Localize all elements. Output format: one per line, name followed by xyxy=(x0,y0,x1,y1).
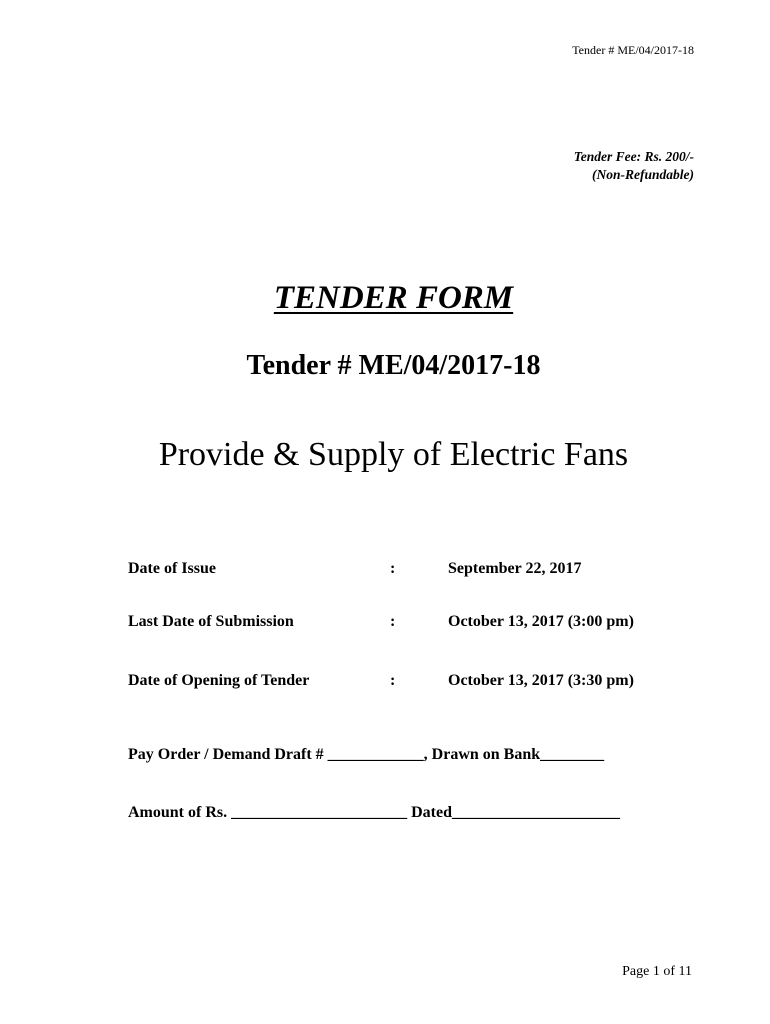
page-number: Page 1 of 11 xyxy=(622,964,692,979)
pay-order-field: Pay Order / Demand Draft # ____________, Drawn on Bank________ xyxy=(128,746,605,763)
opening-date-label: Date of Opening of Tender xyxy=(128,672,310,689)
separator: : xyxy=(390,613,396,630)
tender-fee-amount: Tender Fee: Rs. 200/- xyxy=(573,149,694,164)
tender-subject: Provide & Supply of Electric Fans xyxy=(158,436,629,473)
amount-field: Amount of Rs. ______________________ Dated_____________________ xyxy=(128,804,620,821)
tender-number: Tender # ME/04/2017-18 xyxy=(246,350,541,381)
last-submission-date-row xyxy=(128,613,688,635)
date-of-issue-row xyxy=(128,560,688,582)
last-submission-date-label: Last Date of Submission xyxy=(128,613,294,630)
tender-fee-block xyxy=(574,148,694,184)
header-tender-reference: Tender # ME/04/2017-18 xyxy=(572,43,694,57)
opening-date-row xyxy=(128,672,688,694)
last-submission-date-value: October 13, 2017 (3:00 pm) xyxy=(448,613,634,630)
tender-fee-note: (Non-Refundable) xyxy=(592,167,694,182)
page-title: TENDER FORM xyxy=(273,280,514,316)
date-of-issue-label: Date of Issue xyxy=(128,560,216,577)
date-of-issue-value: September 22, 2017 xyxy=(448,560,582,577)
separator: : xyxy=(390,672,396,689)
separator: : xyxy=(390,560,396,577)
opening-date-value: October 13, 2017 (3:30 pm) xyxy=(448,672,634,689)
